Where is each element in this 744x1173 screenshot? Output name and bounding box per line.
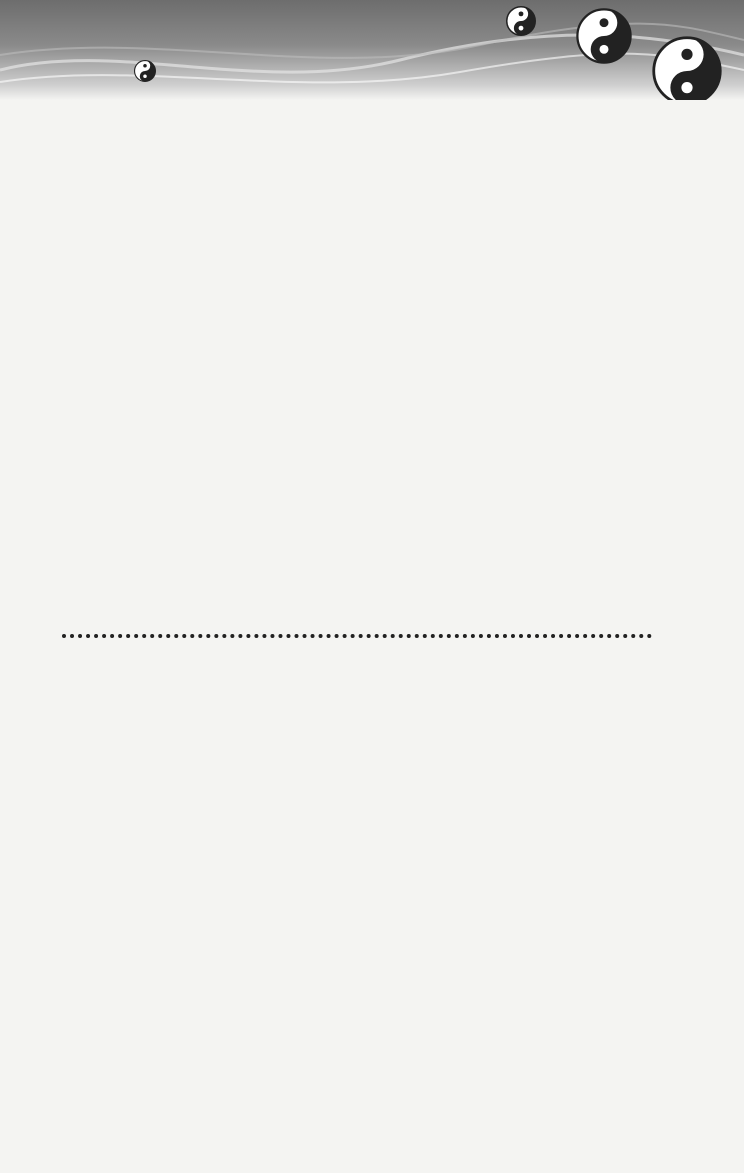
dotted-divider	[62, 634, 652, 638]
yin-yang-icon	[506, 6, 536, 36]
yin-yang-icon	[576, 8, 632, 64]
header-banner	[0, 0, 744, 100]
wave-decoration	[0, 0, 744, 100]
yin-yang-icon	[134, 60, 156, 82]
running-header	[636, 104, 652, 132]
yin-yang-icon	[652, 36, 722, 100]
